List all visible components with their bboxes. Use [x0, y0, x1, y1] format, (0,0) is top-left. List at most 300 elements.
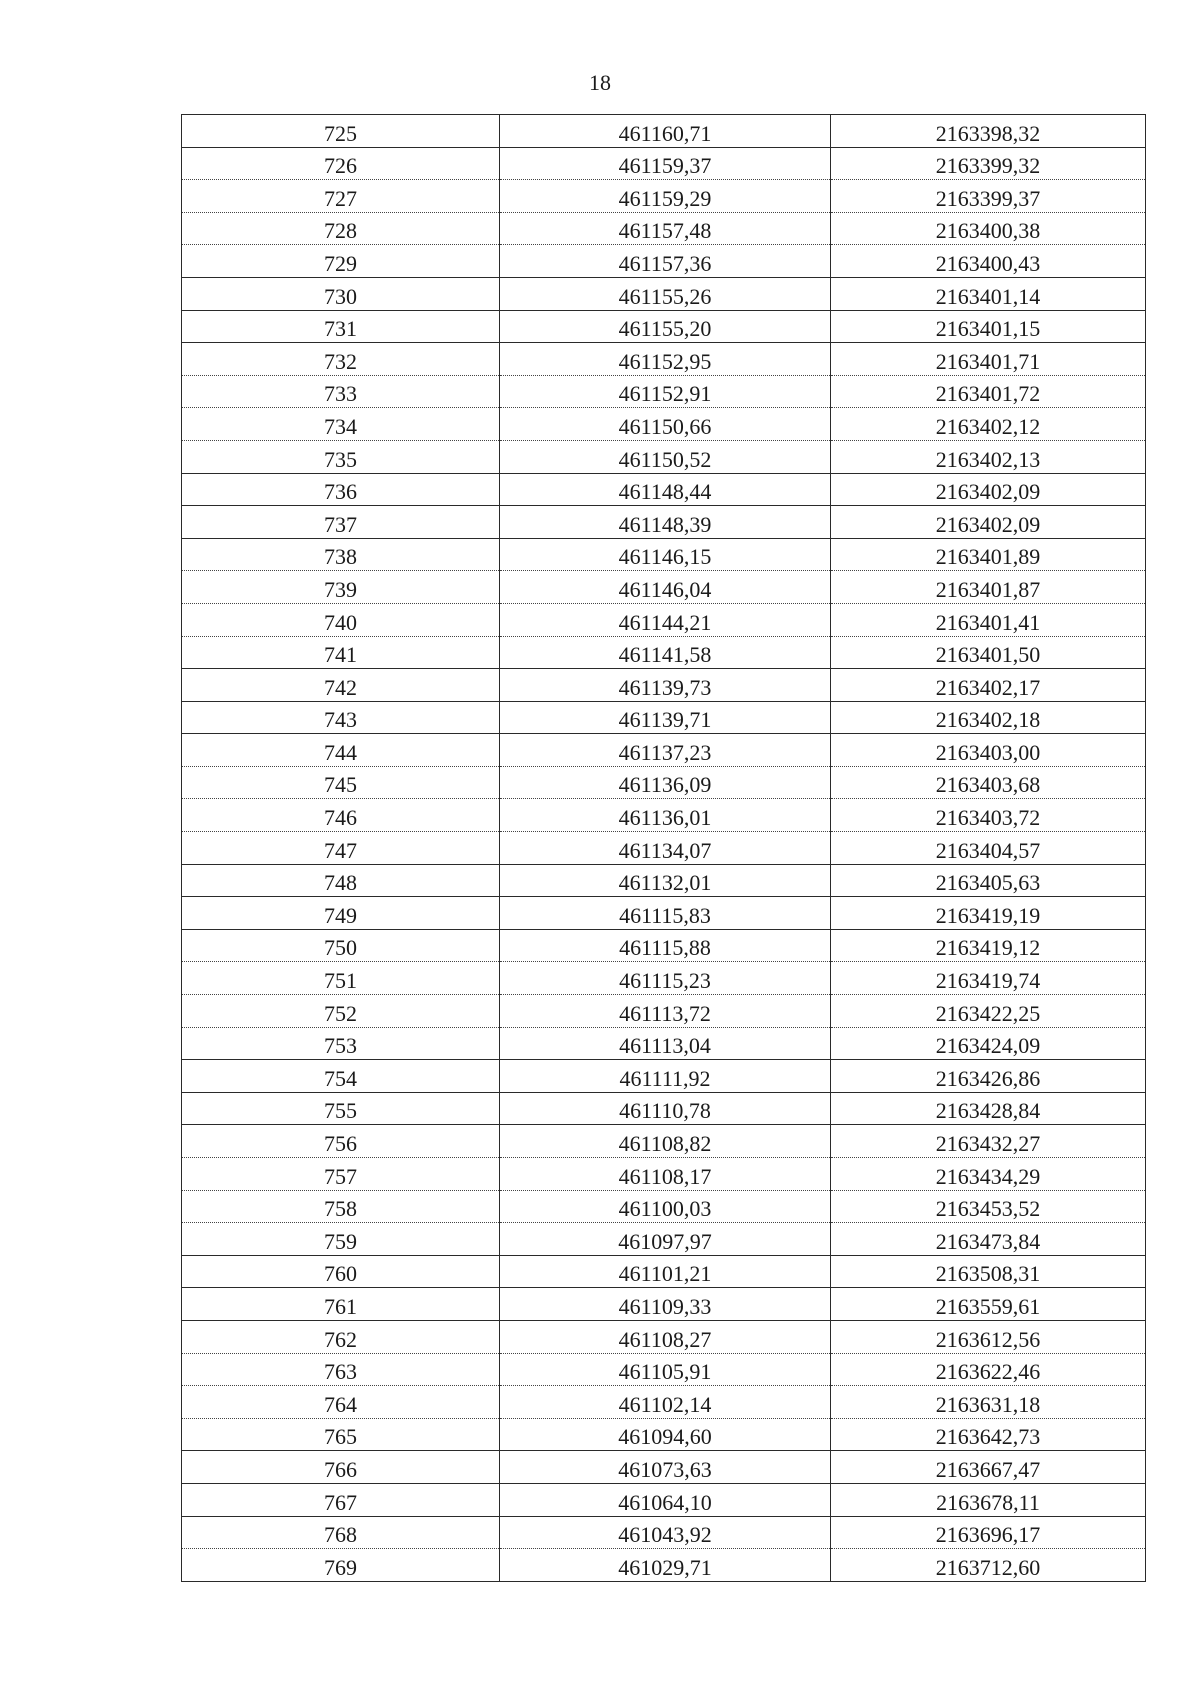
table-row [182, 636, 1146, 669]
cell-text: 461115,88 [619, 935, 711, 961]
table-row [182, 1451, 1146, 1484]
table-row [182, 245, 1146, 278]
point-number-cell [182, 929, 500, 962]
x-coordinate-cell [500, 1060, 831, 1093]
x-coordinate-cell [500, 766, 831, 799]
x-coordinate-cell [500, 310, 831, 343]
table-row [182, 1483, 1146, 1516]
table-row [182, 473, 1146, 506]
point-number-cell [182, 473, 500, 506]
x-coordinate-cell [500, 1223, 831, 1256]
cell-text: 461157,48 [618, 218, 712, 244]
point-number-cell [182, 1223, 500, 1256]
table-row [182, 1060, 1146, 1093]
cell-text: 747 [324, 837, 357, 863]
point-number-cell [182, 212, 500, 245]
x-coordinate-cell [500, 1451, 831, 1484]
cell-text: 2163678,11 [936, 1489, 1040, 1515]
cell-text: 2163402,09 [935, 511, 1041, 537]
point-number-cell [182, 1386, 500, 1419]
cell-text: 756 [324, 1131, 357, 1156]
table-row [182, 1516, 1146, 1549]
table-row [182, 147, 1146, 180]
y-coordinate-cell [831, 603, 1146, 636]
cell-text: 461073,63 [618, 1456, 712, 1482]
x-coordinate-cell [500, 1353, 831, 1386]
y-coordinate-cell [831, 897, 1146, 930]
table-row [182, 799, 1146, 832]
table-row [182, 832, 1146, 865]
cell-text: 759 [324, 1228, 357, 1254]
x-coordinate-cell [500, 1418, 831, 1451]
table-row [182, 1288, 1146, 1321]
cell-text: 725 [324, 120, 357, 146]
point-number-cell [182, 180, 500, 213]
cell-text: 461150,66 [618, 413, 712, 439]
point-number-cell [182, 343, 500, 376]
point-number-cell [182, 669, 500, 702]
y-coordinate-cell [831, 734, 1146, 767]
table-row [182, 1320, 1146, 1353]
cell-text: 461113,72 [619, 1000, 711, 1026]
table-row [182, 375, 1146, 408]
cell-text: 461108,82 [618, 1131, 712, 1156]
table-row [182, 571, 1146, 604]
point-number-cell [182, 766, 500, 799]
cell-text: 2163419,12 [935, 935, 1041, 961]
table-row [182, 440, 1146, 473]
point-number-cell [182, 1027, 500, 1060]
y-coordinate-cell [831, 212, 1146, 245]
cell-text: 2163473,84 [935, 1228, 1041, 1254]
point-number-cell [182, 1190, 500, 1223]
x-coordinate-cell [500, 375, 831, 408]
cell-text: 738 [324, 544, 357, 570]
cell-text: 461094,60 [618, 1424, 712, 1450]
cell-text: 2163405,63 [935, 870, 1041, 896]
table-body [182, 115, 1146, 1582]
point-number-cell [182, 832, 500, 865]
cell-text: 751 [324, 968, 357, 994]
cell-text: 461150,52 [618, 446, 712, 472]
cell-text: 764 [324, 1391, 357, 1417]
table-row [182, 669, 1146, 702]
table-row [182, 766, 1146, 799]
x-coordinate-cell [500, 180, 831, 213]
x-coordinate-cell [500, 147, 831, 180]
cell-text: 2163401,15 [935, 316, 1041, 342]
y-coordinate-cell [831, 701, 1146, 734]
cell-text: 735 [324, 446, 357, 472]
point-number-cell [182, 310, 500, 343]
x-coordinate-cell [500, 1255, 831, 1288]
cell-text: 2163642,73 [935, 1424, 1041, 1450]
table-row [182, 995, 1146, 1028]
x-coordinate-cell [500, 408, 831, 441]
y-coordinate-cell [831, 343, 1146, 376]
cell-text: 2163622,46 [935, 1359, 1041, 1385]
cell-text: 732 [324, 348, 357, 374]
cell-text: 2163398,32 [935, 120, 1041, 146]
x-coordinate-cell [500, 571, 831, 604]
cell-text: 2163402,12 [935, 413, 1041, 439]
point-number-cell [182, 1353, 500, 1386]
x-coordinate-cell [500, 734, 831, 767]
y-coordinate-cell [831, 538, 1146, 571]
cell-text: 2163403,68 [935, 772, 1041, 798]
table-row [182, 212, 1146, 245]
point-number-cell [182, 1549, 500, 1582]
cell-text: 2163401,50 [935, 642, 1041, 668]
cell-text: 741 [324, 642, 357, 668]
cell-text: 733 [324, 381, 357, 407]
table-row [182, 538, 1146, 571]
cell-text: 461136,01 [618, 805, 712, 831]
point-number-cell [182, 1060, 500, 1093]
cell-text: 461144,21 [618, 609, 712, 635]
x-coordinate-cell [500, 962, 831, 995]
x-coordinate-cell [500, 1158, 831, 1191]
table-row [182, 277, 1146, 310]
cell-text: 461139,73 [618, 674, 712, 700]
cell-text: 757 [324, 1163, 357, 1189]
y-coordinate-cell [831, 1483, 1146, 1516]
table-row [182, 1353, 1146, 1386]
point-number-cell [182, 864, 500, 897]
y-coordinate-cell [831, 440, 1146, 473]
y-coordinate-cell [831, 864, 1146, 897]
x-coordinate-cell [500, 115, 831, 148]
cell-text: 461148,44 [618, 479, 712, 505]
point-number-cell [182, 115, 500, 148]
y-coordinate-cell [831, 375, 1146, 408]
x-coordinate-cell [500, 1483, 831, 1516]
table-row [182, 180, 1146, 213]
y-coordinate-cell [831, 1549, 1146, 1582]
cell-text: 748 [324, 870, 357, 896]
cell-text: 2163404,57 [935, 837, 1041, 863]
point-number-cell [182, 245, 500, 278]
cell-text: 755 [324, 1098, 357, 1124]
y-coordinate-cell [831, 1320, 1146, 1353]
x-coordinate-cell [500, 603, 831, 636]
point-number-cell [182, 1418, 500, 1451]
cell-text: 461101,21 [618, 1261, 712, 1287]
y-coordinate-cell [831, 1386, 1146, 1419]
cell-text: 765 [324, 1424, 357, 1450]
y-coordinate-cell [831, 995, 1146, 1028]
x-coordinate-cell [500, 1125, 831, 1158]
cell-text: 2163612,56 [935, 1326, 1041, 1352]
x-coordinate-cell [500, 343, 831, 376]
cell-text: 461155,26 [618, 283, 712, 309]
cell-text: 461097,97 [618, 1228, 712, 1254]
cell-text: 2163419,74 [935, 968, 1041, 994]
cell-text: 752 [324, 1000, 357, 1026]
cell-text: 461134,07 [618, 837, 712, 863]
x-coordinate-cell [500, 1516, 831, 1549]
cell-text: 461115,83 [619, 902, 711, 928]
cell-text: 767 [324, 1489, 357, 1515]
cell-text: 461137,23 [618, 739, 712, 765]
point-number-cell [182, 408, 500, 441]
cell-text: 2163696,17 [935, 1522, 1041, 1548]
table-row [182, 1255, 1146, 1288]
point-number-cell [182, 1451, 500, 1484]
table-row [182, 1027, 1146, 1060]
x-coordinate-cell [500, 245, 831, 278]
y-coordinate-cell [831, 1190, 1146, 1223]
x-coordinate-cell [500, 1092, 831, 1125]
cell-text: 745 [324, 772, 357, 798]
cell-text: 2163401,71 [935, 348, 1041, 374]
point-number-cell [182, 440, 500, 473]
table-row [182, 506, 1146, 539]
y-coordinate-cell [831, 1092, 1146, 1125]
table-row [182, 115, 1146, 148]
table-row [182, 864, 1146, 897]
point-number-cell [182, 1516, 500, 1549]
table-row [182, 1190, 1146, 1223]
cell-text: 749 [324, 902, 357, 928]
y-coordinate-cell [831, 1418, 1146, 1451]
cell-text: 2163399,37 [935, 185, 1041, 211]
point-number-cell [182, 1255, 500, 1288]
point-number-cell [182, 375, 500, 408]
x-coordinate-cell [500, 864, 831, 897]
point-number-cell [182, 701, 500, 734]
page-number: 18 [589, 70, 611, 95]
table-row [182, 1092, 1146, 1125]
cell-text: 768 [324, 1522, 357, 1548]
x-coordinate-cell [500, 212, 831, 245]
cell-text: 461146,04 [618, 576, 712, 602]
cell-text: 2163419,19 [935, 902, 1041, 928]
point-number-cell [182, 277, 500, 310]
x-coordinate-cell [500, 473, 831, 506]
cell-text: 742 [324, 674, 357, 700]
cell-text: 461146,15 [618, 544, 712, 570]
cell-text: 761 [324, 1293, 357, 1319]
cell-text: 461152,95 [618, 348, 712, 374]
table-row [182, 310, 1146, 343]
x-coordinate-cell [500, 897, 831, 930]
cell-text: 750 [324, 935, 357, 961]
cell-text: 762 [324, 1326, 357, 1352]
cell-text: 2163402,17 [935, 674, 1041, 700]
cell-text: 739 [324, 576, 357, 602]
cell-text: 461029,71 [618, 1554, 712, 1580]
point-number-cell [182, 571, 500, 604]
x-coordinate-cell [500, 832, 831, 865]
cell-text: 743 [324, 707, 357, 733]
y-coordinate-cell [831, 669, 1146, 702]
cell-text: 461105,91 [618, 1359, 712, 1385]
cell-text: 461157,36 [618, 250, 712, 276]
y-coordinate-cell [831, 832, 1146, 865]
cell-text: 740 [324, 609, 357, 635]
point-number-cell [182, 538, 500, 571]
y-coordinate-cell [831, 115, 1146, 148]
cell-text: 461108,17 [618, 1163, 712, 1189]
cell-text: 730 [324, 283, 357, 309]
x-coordinate-cell [500, 1288, 831, 1321]
cell-text: 2163453,52 [935, 1196, 1041, 1222]
point-number-cell [182, 1320, 500, 1353]
cell-text: 461043,92 [618, 1522, 712, 1548]
x-coordinate-cell [500, 669, 831, 702]
cell-text: 461155,20 [618, 316, 712, 342]
cell-text: 461102,14 [618, 1391, 712, 1417]
y-coordinate-cell [831, 408, 1146, 441]
point-number-cell [182, 147, 500, 180]
cell-text: 727 [324, 185, 357, 211]
cell-text: 461159,29 [618, 185, 712, 211]
y-coordinate-cell [831, 1451, 1146, 1484]
cell-text: 461108,27 [618, 1326, 712, 1352]
table-row [182, 1223, 1146, 1256]
table-row [182, 897, 1146, 930]
table-row [182, 408, 1146, 441]
x-coordinate-cell [500, 1027, 831, 1060]
cell-text: 2163426,86 [935, 1065, 1041, 1091]
cell-text: 461115,23 [619, 968, 711, 994]
cell-text: 2163402,09 [935, 479, 1041, 505]
y-coordinate-cell [831, 1027, 1146, 1060]
cell-text: 461136,09 [618, 772, 712, 798]
table-row [182, 929, 1146, 962]
cell-text: 2163401,14 [935, 283, 1041, 309]
cell-text: 744 [324, 739, 357, 765]
cell-text: 2163401,89 [935, 544, 1041, 570]
cell-text: 2163432,27 [935, 1131, 1041, 1156]
y-coordinate-cell [831, 636, 1146, 669]
table-row [182, 701, 1146, 734]
cell-text: 2163401,41 [935, 609, 1041, 635]
y-coordinate-cell [831, 929, 1146, 962]
cell-text: 2163401,72 [935, 381, 1041, 407]
y-coordinate-cell [831, 766, 1146, 799]
point-number-cell [182, 1092, 500, 1125]
cell-text: 461110,78 [619, 1098, 711, 1124]
cell-text: 2163667,47 [935, 1456, 1041, 1482]
table-row [182, 603, 1146, 636]
cell-text: 2163559,61 [935, 1293, 1041, 1319]
y-coordinate-cell [831, 310, 1146, 343]
point-number-cell [182, 897, 500, 930]
cell-text: 2163401,87 [935, 576, 1041, 602]
y-coordinate-cell [831, 571, 1146, 604]
x-coordinate-cell [500, 929, 831, 962]
table-row [182, 1386, 1146, 1419]
x-coordinate-cell [500, 506, 831, 539]
x-coordinate-cell [500, 995, 831, 1028]
coordinates-table [181, 114, 1146, 1582]
x-coordinate-cell [500, 538, 831, 571]
point-number-cell [182, 603, 500, 636]
y-coordinate-cell [831, 506, 1146, 539]
point-number-cell [182, 995, 500, 1028]
point-number-cell [182, 1158, 500, 1191]
y-coordinate-cell [831, 1255, 1146, 1288]
table-row [182, 734, 1146, 767]
x-coordinate-cell [500, 1386, 831, 1419]
table-row [182, 343, 1146, 376]
cell-text: 2163424,09 [935, 1033, 1041, 1059]
table-row [182, 1125, 1146, 1158]
point-number-cell [182, 1288, 500, 1321]
cell-text: 729 [324, 250, 357, 276]
cell-text: 737 [324, 511, 357, 537]
cell-text: 734 [324, 413, 357, 439]
cell-text: 736 [324, 479, 357, 505]
x-coordinate-cell [500, 701, 831, 734]
cell-text: 2163712,60 [935, 1554, 1041, 1580]
table-row [182, 1549, 1146, 1582]
x-coordinate-cell [500, 277, 831, 310]
point-number-cell [182, 962, 500, 995]
cell-text: 2163403,72 [935, 805, 1041, 831]
cell-text: 769 [324, 1554, 357, 1580]
y-coordinate-cell [831, 180, 1146, 213]
cell-text: 2163402,13 [935, 446, 1041, 472]
cell-text: 763 [324, 1359, 357, 1385]
cell-text: 461100,03 [618, 1196, 712, 1222]
cell-text: 753 [324, 1033, 357, 1059]
cell-text: 461064,10 [618, 1489, 712, 1515]
x-coordinate-cell [500, 799, 831, 832]
y-coordinate-cell [831, 962, 1146, 995]
point-number-cell [182, 734, 500, 767]
x-coordinate-cell [500, 1320, 831, 1353]
y-coordinate-cell [831, 1353, 1146, 1386]
x-coordinate-cell [500, 1190, 831, 1223]
y-coordinate-cell [831, 147, 1146, 180]
y-coordinate-cell [831, 473, 1146, 506]
cell-text: 461160,71 [618, 120, 712, 146]
cell-text: 754 [324, 1065, 357, 1091]
cell-text: 726 [324, 153, 357, 179]
cell-text: 728 [324, 218, 357, 244]
cell-text: 461141,58 [618, 642, 712, 668]
cell-text: 758 [324, 1196, 357, 1222]
point-number-cell [182, 506, 500, 539]
cell-text: 461113,04 [619, 1033, 711, 1059]
cell-text: 2163400,38 [935, 218, 1041, 244]
cell-text: 2163508,31 [935, 1261, 1041, 1287]
x-coordinate-cell [500, 636, 831, 669]
y-coordinate-cell [831, 1125, 1146, 1158]
point-number-cell [182, 1125, 500, 1158]
y-coordinate-cell [831, 1158, 1146, 1191]
cell-text: 461132,01 [618, 870, 712, 896]
y-coordinate-cell [831, 1060, 1146, 1093]
cell-text: 461111,92 [619, 1065, 711, 1091]
y-coordinate-cell [831, 245, 1146, 278]
cell-text: 2163422,25 [935, 1000, 1041, 1026]
cell-text: 760 [324, 1261, 357, 1287]
y-coordinate-cell [831, 1288, 1146, 1321]
y-coordinate-cell [831, 1516, 1146, 1549]
cell-text: 746 [324, 805, 357, 831]
cell-text: 2163434,29 [935, 1163, 1041, 1189]
x-coordinate-cell [500, 440, 831, 473]
cell-text: 461139,71 [618, 707, 712, 733]
y-coordinate-cell [831, 277, 1146, 310]
cell-text: 2163428,84 [935, 1098, 1041, 1124]
cell-text: 461159,37 [618, 153, 712, 179]
table-row [182, 962, 1146, 995]
